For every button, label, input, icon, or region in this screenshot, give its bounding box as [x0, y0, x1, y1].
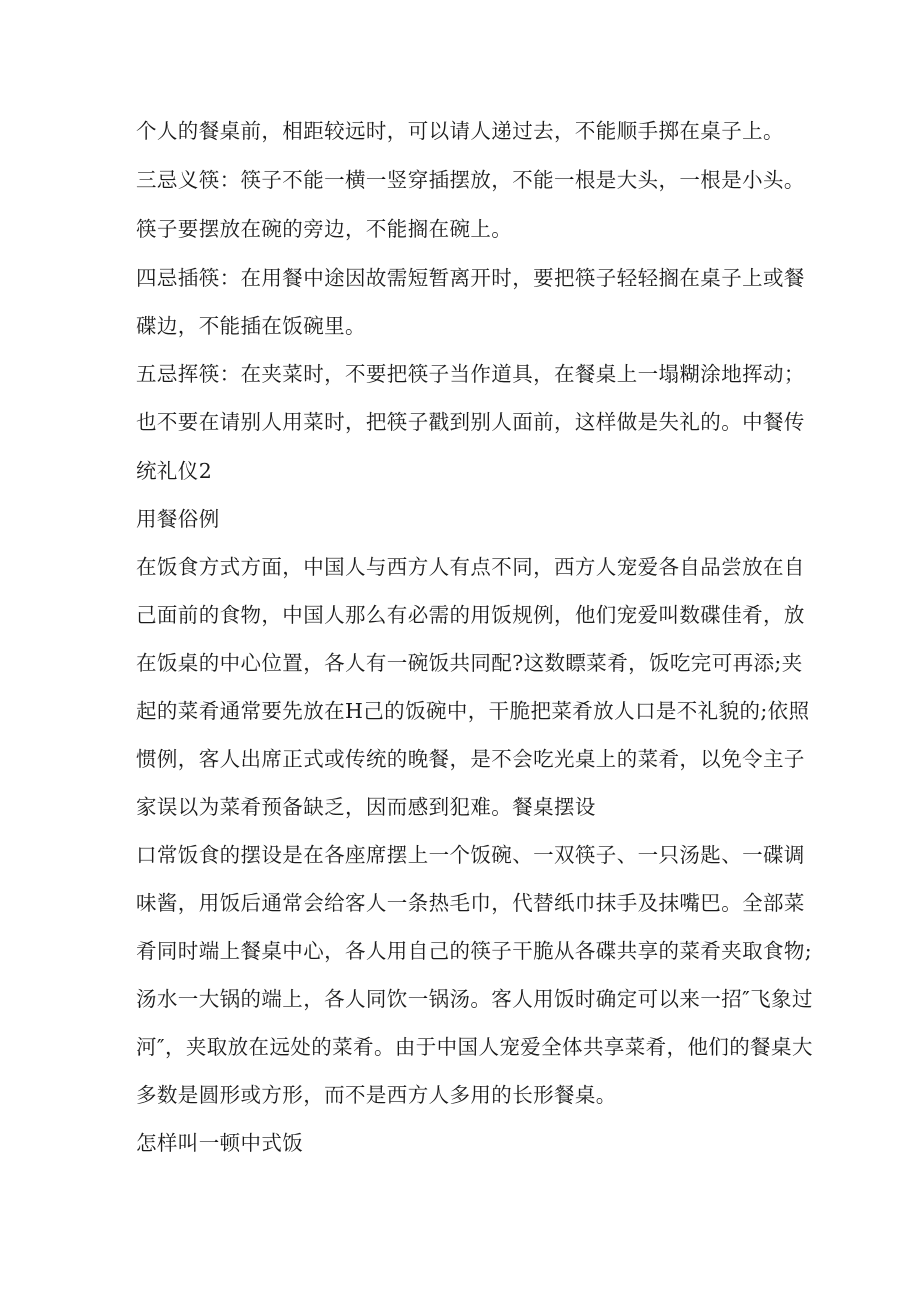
text-line: 河″，夹取放在远处的菜肴。由于中国人宠爱全体共享菜肴，他们的餐桌大	[136, 1035, 813, 1059]
text-line: 己面前的食物，中国人那么有必需的用饭规例，他们宠爱叫数碟佳肴，放	[136, 603, 805, 627]
text-line: 味酱，用饭后通常会给客人一条热毛巾，代替纸巾抹手及抹嘴巴。全部菜	[136, 891, 805, 915]
text-line: 碟边，不能插在饭碗里。	[136, 314, 366, 338]
section-heading: 怎样叫一顿中式饭	[136, 1131, 304, 1155]
text-line: 口常饭食的摆设是在各座席摆上一个饭碗、一双筷子、一只汤匙、一碟调	[136, 843, 805, 867]
text-line: 多数是圆形或方形，而不是西方人多用的长形餐桌。	[136, 1083, 617, 1107]
text-line: 汤水一大锅的端上，各人同饮一锅汤。客人用饭时确定可以来一招″飞象过	[136, 987, 813, 1011]
text-line: 四忌插筷：在用餐中途因故需短暂离开时，要把筷子轻轻搁在桌子上或餐	[136, 266, 805, 290]
text-line: 三忌义筷：筷子不能一横一竖穿插摆放，不能一根是大头，一根是小头。	[136, 168, 805, 192]
text-line: 家误以为菜肴预备缺乏，因而感到犯难。餐桌摆设	[136, 795, 596, 819]
text-line: 肴同时端上餐桌中心，各人用自己的筷子干脆从各碟共享的菜肴夹取食物;	[136, 939, 813, 963]
text-line: 在饭食方式方面，中国人与西方人有点不同，西方人宠爱各自品尝放在自	[136, 555, 805, 579]
text-line: 起的菜肴通常要先放在H己的饭碗中，干脆把菜肴放人口是不礼貌的;依照	[136, 699, 810, 723]
text-line: 也不要在请别人用菜时，把筷子戳到别人面前，这样做是失礼的。中餐传	[136, 410, 805, 434]
text-line: 统礼仪2	[136, 459, 213, 483]
text-line: 在饭桌的中心位置，各人有一碗饭共同配?这数瞟菜肴，饭吃完可再添;夹	[136, 651, 803, 675]
text-line: 惯例，客人出席正式或传统的晚餐，是不会吃光桌上的菜肴，以免令主子	[136, 747, 805, 771]
text-line: 个人的餐桌前，相距较远时，可以请人递过去，不能顺手掷在桌子上。	[136, 119, 784, 143]
section-heading: 用餐俗例	[136, 507, 220, 531]
text-line: 五忌挥筷：在夹菜时，不要把筷子当作道具，在餐桌上一塌糊涂地挥动；	[136, 362, 805, 386]
text-line: 筷子要摆放在碗的旁边，不能搁在碗上。	[136, 217, 513, 241]
